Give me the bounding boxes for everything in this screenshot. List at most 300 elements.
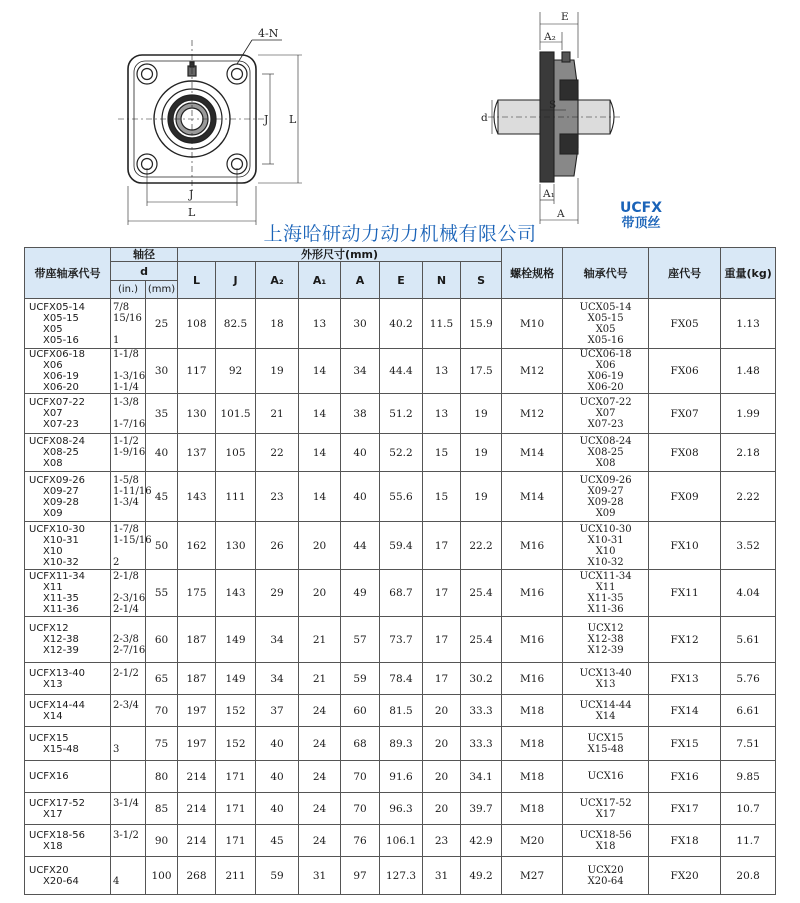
cell-line: X17: [595, 808, 616, 820]
cell-inch: [111, 472, 152, 522]
cell-line: [113, 679, 145, 690]
cell-S: 25.4: [461, 570, 502, 617]
bearing-drawing: [0, 0, 800, 244]
cell-N: 20: [423, 695, 461, 727]
cell-line: X11-35: [587, 593, 624, 604]
cell-unit-model: [25, 825, 111, 857]
cell-A1: 14: [299, 434, 341, 472]
cell-line: UCFX17-52: [29, 797, 85, 809]
label-S: S: [549, 99, 557, 111]
table-row: [25, 793, 776, 825]
cell-L: 214: [178, 761, 216, 793]
cell-line: UCFX08-24: [29, 436, 85, 447]
cell-N: 31: [423, 857, 461, 895]
header-bolt: 螺栓规格: [502, 248, 563, 299]
cell-seat: FX10: [649, 522, 721, 570]
label-L-horizontal: L: [188, 206, 196, 219]
cell-line: UCX18-56: [579, 829, 632, 841]
cell-inch: [111, 522, 152, 570]
cell-weight: 6.61: [721, 695, 776, 727]
cell-bearing: [563, 299, 649, 349]
cell-weight: 1.13: [721, 299, 776, 349]
cell-bearing: [563, 663, 649, 695]
cell-A1: 14: [299, 472, 341, 522]
cell-bearing: [563, 695, 649, 727]
cell-line: 1-11/16: [113, 485, 152, 497]
cell-line: 7/8: [113, 301, 130, 313]
cell-line: X06: [43, 360, 63, 371]
cell-line: UCFX16: [29, 771, 69, 782]
cell-line: 1-3/4: [113, 496, 139, 508]
model-tag-code: UCFX: [620, 200, 662, 216]
cell-unit-model: [25, 472, 111, 522]
cell-line: X06-20: [587, 382, 624, 393]
cell-line: X13: [595, 678, 616, 690]
cell-E: 91.6: [380, 761, 423, 793]
header-A2: A₂: [256, 262, 299, 299]
cell-bearing: [563, 793, 649, 825]
cell-L: 268: [178, 857, 216, 895]
table-row: [25, 394, 776, 434]
cell-line: X12-38: [43, 634, 79, 645]
cell-bearing: [563, 617, 649, 663]
cell-J: 111: [216, 472, 256, 522]
cell-A2: 19: [256, 349, 299, 394]
cell-A2: 59: [256, 857, 299, 895]
header-seat: 座代号: [649, 248, 721, 299]
cell-L: 187: [178, 663, 216, 695]
cell-unit-model: [25, 727, 111, 761]
cell-A: 34: [341, 349, 380, 394]
cell-A1: 24: [299, 695, 341, 727]
cell-L: 162: [178, 522, 216, 570]
cell-bearing: [563, 727, 649, 761]
cell-L: 143: [178, 472, 216, 522]
cell-L: 197: [178, 695, 216, 727]
cell-line: X10: [595, 545, 616, 557]
cell-L: 197: [178, 727, 216, 761]
cell-line: 1: [113, 334, 120, 346]
cell-S: 17.5: [461, 349, 502, 394]
cell-line: X05: [595, 323, 616, 335]
cell-A: 44: [341, 522, 380, 570]
cell-inch: [111, 434, 146, 472]
cell-bolt: M14: [502, 434, 563, 472]
label-J-horizontal: J: [189, 188, 194, 201]
cell-bolt: M14: [502, 472, 563, 522]
cell-A: 38: [341, 394, 380, 434]
cell-seat: FX11: [649, 570, 721, 617]
cell-A2: 37: [256, 695, 299, 727]
cell-line: UCFX12: [29, 623, 69, 634]
cell-inch: [111, 761, 146, 793]
cell-A: 76: [341, 825, 380, 857]
cell-A: 60: [341, 695, 380, 727]
cell-line: X09-27: [587, 485, 624, 497]
cell-line: UCX05-14: [579, 301, 632, 313]
cell-A1: 24: [299, 761, 341, 793]
cell-unit-model: [25, 349, 111, 394]
cell-N: 23: [423, 825, 461, 857]
cell-line: X08-25: [43, 447, 79, 458]
cell-inch: [111, 570, 146, 617]
cell-line: 1-1/2: [113, 436, 139, 447]
cell-line: X12-38: [587, 634, 624, 645]
cell-line: X10-32: [43, 556, 79, 568]
cell-N: 15: [423, 472, 461, 522]
cell-unit-model: [25, 761, 111, 793]
cell-seat: FX09: [649, 472, 721, 522]
spec-table-body: [25, 299, 776, 895]
cell-L: 130: [178, 394, 216, 434]
cell-seat: FX18: [649, 825, 721, 857]
cell-line: UCFX09-26: [29, 474, 85, 486]
cell-S: 22.2: [461, 522, 502, 570]
cell-line: X09-28: [587, 496, 624, 508]
cell-A1: 20: [299, 570, 341, 617]
cell-N: 17: [423, 663, 461, 695]
cell-A: 30: [341, 299, 380, 349]
cell-A: 97: [341, 857, 380, 895]
cell-line: UCX11-34: [579, 571, 632, 582]
table-row: [25, 570, 776, 617]
cell-line: 2-1/2: [113, 667, 139, 679]
cell-J: 101.5: [216, 394, 256, 434]
cell-bolt: M12: [502, 349, 563, 394]
cell-bolt: M10: [502, 299, 563, 349]
cell-inch: [111, 299, 146, 349]
cell-bearing: [563, 394, 649, 434]
cell-line: X08: [595, 458, 616, 469]
cell-S: 39.7: [461, 793, 502, 825]
cell-bolt: M12: [502, 394, 563, 434]
cell-E: 96.3: [380, 793, 423, 825]
cell-E: 44.4: [380, 349, 423, 394]
cell-E: 78.4: [380, 663, 423, 695]
cell-A2: 29: [256, 570, 299, 617]
cell-bearing: [563, 857, 649, 895]
cell-line: X10-31: [587, 534, 624, 546]
cell-inch: [111, 695, 146, 727]
cell-mm: 35: [146, 394, 178, 434]
cell-line: 2-3/16: [113, 593, 146, 604]
cell-line: UCFX20: [29, 864, 69, 876]
cell-line: UCFX18-56: [29, 829, 85, 841]
label-d: d: [481, 112, 488, 124]
cell-L: 214: [178, 793, 216, 825]
cell-line: 1-1/4: [113, 382, 139, 393]
cell-weight: 11.7: [721, 825, 776, 857]
cell-line: X07-23: [43, 419, 79, 430]
cell-weight: 2.22: [721, 472, 776, 522]
cell-N: 15: [423, 434, 461, 472]
cell-line: [113, 408, 145, 419]
cell-line: X18: [43, 840, 63, 852]
cell-N: 17: [423, 570, 461, 617]
cell-line: UCX07-22: [579, 397, 632, 408]
cell-inch: [111, 663, 146, 695]
cell-line: UCX12: [587, 623, 624, 634]
cell-bearing: [563, 349, 649, 394]
cell-inch: [111, 617, 146, 663]
cell-J: 211: [216, 857, 256, 895]
cell-E: 40.2: [380, 299, 423, 349]
cell-line: X09-28: [43, 496, 79, 508]
cell-bolt: M20: [502, 825, 563, 857]
cell-line: 2-3/8: [113, 634, 139, 645]
cell-S: 33.3: [461, 695, 502, 727]
cell-S: 42.9: [461, 825, 502, 857]
cell-N: 11.5: [423, 299, 461, 349]
cell-line: X05-16: [587, 334, 624, 346]
cell-line: 1-3/16: [113, 371, 146, 382]
cell-line: UCX06-18: [579, 349, 632, 360]
header-unit-model: 带座轴承代号: [25, 248, 111, 299]
cell-A1: 14: [299, 349, 341, 394]
cell-line: 1-7/8: [113, 523, 139, 535]
cell-mm: 75: [146, 727, 178, 761]
cell-L: 117: [178, 349, 216, 394]
cell-bearing: [563, 472, 649, 522]
cell-line: X08: [43, 458, 63, 469]
cell-line: [113, 711, 145, 722]
cell-line: [113, 458, 145, 469]
cell-A2: 40: [256, 727, 299, 761]
cell-A2: 45: [256, 825, 299, 857]
cell-line: X05: [43, 323, 63, 335]
cell-bolt: M16: [502, 522, 563, 570]
cell-line: X14: [595, 710, 616, 722]
cell-line: X10-31: [43, 534, 79, 546]
cell-L: 108: [178, 299, 216, 349]
cell-weight: 2.18: [721, 434, 776, 472]
cell-line: X13: [43, 678, 63, 690]
cell-J: 149: [216, 617, 256, 663]
cell-line: 2: [113, 556, 120, 568]
cell-mm: 100: [146, 857, 178, 895]
cell-A2: 21: [256, 394, 299, 434]
label-J-vertical: J: [264, 113, 269, 126]
cell-S: 49.2: [461, 857, 502, 895]
cell-bolt: M16: [502, 617, 563, 663]
cell-weight: 20.8: [721, 857, 776, 895]
label-A1: A₁: [543, 188, 555, 200]
cell-mm: 90: [146, 825, 178, 857]
header-d: d: [111, 262, 178, 281]
cell-line: 1-1/8: [113, 349, 139, 360]
cell-line: [113, 324, 145, 335]
cell-A1: 13: [299, 299, 341, 349]
cell-line: X15-48: [43, 743, 79, 755]
cell-line: UCFX07-22: [29, 397, 85, 408]
table-row: [25, 761, 776, 793]
cell-weight: 1.99: [721, 394, 776, 434]
cell-seat: FX06: [649, 349, 721, 394]
cell-line: 3: [113, 743, 120, 755]
cell-line: UCFX06-18: [29, 349, 85, 360]
cell-line: 4: [113, 875, 120, 887]
cell-N: 20: [423, 793, 461, 825]
cell-line: UCFX15: [29, 732, 69, 744]
cell-unit-model: [25, 434, 111, 472]
cell-bolt: M16: [502, 570, 563, 617]
cell-L: 175: [178, 570, 216, 617]
header-N: N: [423, 262, 461, 299]
cell-seat: FX13: [649, 663, 721, 695]
cell-S: 19: [461, 434, 502, 472]
cell-line: X09-27: [43, 485, 79, 497]
cell-weight: 7.51: [721, 727, 776, 761]
cell-N: 13: [423, 394, 461, 434]
cell-seat: FX05: [649, 299, 721, 349]
cell-line: 3-1/2: [113, 829, 139, 841]
cell-unit-model: [25, 394, 111, 434]
cell-inch: [111, 394, 146, 434]
cell-line: X07: [595, 408, 616, 419]
cell-line: UCX20: [587, 864, 624, 876]
cell-J: 152: [216, 727, 256, 761]
cell-N: 20: [423, 727, 461, 761]
cell-line: 1-5/8: [113, 474, 139, 486]
cell-S: 34.1: [461, 761, 502, 793]
cell-line: 1-9/16: [113, 447, 146, 458]
cell-line: X05-15: [587, 312, 624, 324]
cell-unit-model: [25, 857, 111, 895]
cell-line: [113, 771, 145, 782]
cell-unit-model: [25, 522, 111, 570]
table-row: [25, 663, 776, 695]
cell-J: 143: [216, 570, 256, 617]
cell-line: UCFX14-44: [29, 699, 85, 711]
cell-S: 15.9: [461, 299, 502, 349]
cell-A: 70: [341, 761, 380, 793]
cell-A: 68: [341, 727, 380, 761]
header-A: A: [341, 262, 380, 299]
cell-S: 30.2: [461, 663, 502, 695]
cell-A2: 18: [256, 299, 299, 349]
cell-E: 52.2: [380, 434, 423, 472]
cell-J: 82.5: [216, 299, 256, 349]
cell-unit-model: [25, 663, 111, 695]
cell-unit-model: [25, 299, 111, 349]
table-row: [25, 349, 776, 394]
cell-inch: [111, 793, 146, 825]
cell-line: X20-64: [587, 875, 624, 887]
table-row: [25, 472, 776, 522]
cell-line: 3-1/4: [113, 797, 139, 809]
cell-line: X10: [43, 545, 63, 557]
cell-line: X11-36: [43, 604, 79, 615]
header-in: (in.): [111, 281, 146, 299]
cell-S: 19: [461, 472, 502, 522]
cell-A1: 14: [299, 394, 341, 434]
cell-line: [113, 809, 145, 820]
cell-mm: 85: [146, 793, 178, 825]
cell-line: 1-7/16: [113, 419, 146, 430]
cell-bolt: M18: [502, 761, 563, 793]
cell-A1: 21: [299, 617, 341, 663]
cell-N: 17: [423, 617, 461, 663]
cell-A1: 31: [299, 857, 341, 895]
cell-line: UCFX10-30: [29, 523, 85, 535]
cell-line: UCX09-26: [579, 474, 632, 486]
cell-bolt: M18: [502, 793, 563, 825]
cell-mm: 65: [146, 663, 178, 695]
cell-bolt: M18: [502, 695, 563, 727]
cell-J: 149: [216, 663, 256, 695]
cell-line: 1-3/8: [113, 397, 139, 408]
cell-seat: FX08: [649, 434, 721, 472]
label-A2: A₂: [544, 31, 556, 43]
cell-A2: 26: [256, 522, 299, 570]
cell-A2: 34: [256, 617, 299, 663]
cell-line: X06-20: [43, 382, 79, 393]
cell-A2: 22: [256, 434, 299, 472]
cell-N: 17: [423, 522, 461, 570]
cell-E: 59.4: [380, 522, 423, 570]
cell-bearing: [563, 434, 649, 472]
table-row: [25, 617, 776, 663]
cell-mm: 60: [146, 617, 178, 663]
cell-line: [113, 508, 145, 519]
cell-bearing: [563, 761, 649, 793]
header-J: J: [216, 262, 256, 299]
cell-A2: 23: [256, 472, 299, 522]
cell-weight: 9.85: [721, 761, 776, 793]
cell-L: 137: [178, 434, 216, 472]
header-mm: (mm): [146, 281, 178, 299]
label-L-vertical: L: [289, 113, 297, 126]
label-4N: 4-N: [258, 27, 279, 40]
cell-J: 92: [216, 349, 256, 394]
cell-line: 15/16: [113, 312, 142, 324]
cell-line: X08-25: [587, 447, 624, 458]
header-A1: A₁: [299, 262, 341, 299]
cell-weight: 5.76: [721, 663, 776, 695]
cell-A1: 20: [299, 522, 341, 570]
header-weight: 重量(kg): [721, 248, 776, 299]
cell-A: 40: [341, 434, 380, 472]
cell-seat: FX12: [649, 617, 721, 663]
cell-A1: 21: [299, 663, 341, 695]
table-row: [25, 299, 776, 349]
cell-J: 171: [216, 825, 256, 857]
cell-E: 127.3: [380, 857, 423, 895]
cell-E: 81.5: [380, 695, 423, 727]
cell-line: 1-15/16: [113, 534, 152, 546]
cell-line: 2-1/8: [113, 571, 139, 582]
cell-line: X06-19: [587, 371, 624, 382]
cell-line: [113, 623, 145, 634]
cell-A2: 34: [256, 663, 299, 695]
cell-weight: 10.7: [721, 793, 776, 825]
header-dims: 外形尺寸(mm): [178, 248, 502, 262]
cell-bolt: M27: [502, 857, 563, 895]
cell-unit-model: [25, 617, 111, 663]
label-A: A: [557, 208, 565, 220]
cell-line: X06-19: [43, 371, 79, 382]
cell-A: 57: [341, 617, 380, 663]
cell-E: 51.2: [380, 394, 423, 434]
cell-bolt: M18: [502, 727, 563, 761]
table-row: [25, 695, 776, 727]
cell-J: 130: [216, 522, 256, 570]
cell-line: X07: [43, 408, 63, 419]
cell-unit-model: [25, 793, 111, 825]
cell-seat: FX20: [649, 857, 721, 895]
cell-line: UCX08-24: [579, 436, 632, 447]
cell-line: UCFX05-14: [29, 301, 85, 313]
